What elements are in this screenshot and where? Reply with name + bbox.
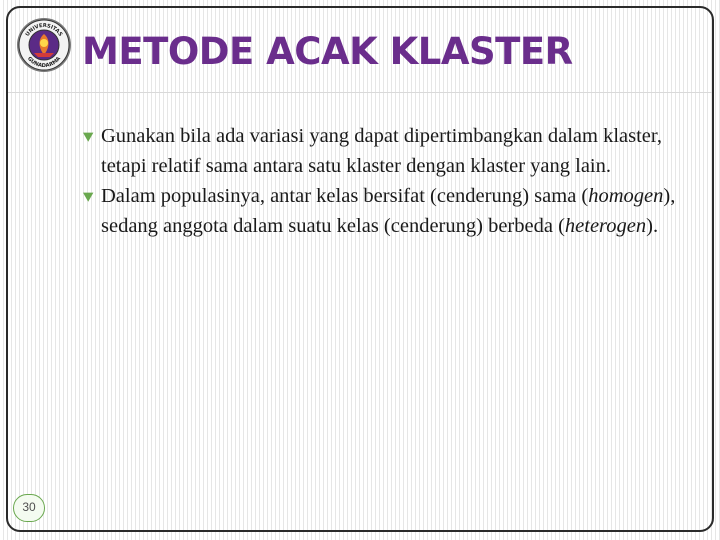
bullet-icon bbox=[83, 130, 96, 143]
bullet-item bbox=[83, 181, 683, 241]
slide-frame bbox=[6, 6, 714, 532]
bullet-text-italic: homogen bbox=[588, 185, 664, 207]
bullet-text: Gunakan bila ada variasi yang dapat dipertimbangkan dalam klaster, tetapi relatif sama antara satu klaster dengan klaster yang lain. bbox=[101, 125, 663, 177]
bullet-text: ), sedang anggota dalam suatu kelas (cenderung) berbeda ( bbox=[101, 185, 676, 237]
bullet-text: Dalam populasinya, antar kelas bersifat (cenderung) sama ( bbox=[101, 185, 589, 207]
logo-text-top: UNIVERSITAS bbox=[24, 22, 64, 38]
slide-number: 30 bbox=[13, 494, 45, 522]
university-seal-icon bbox=[16, 17, 72, 73]
bullet-text: ). bbox=[646, 215, 659, 237]
bullet-item bbox=[83, 121, 683, 181]
slide-title: METODE ACAK KLASTER bbox=[82, 30, 573, 73]
bullet-list bbox=[83, 121, 683, 241]
title-divider bbox=[8, 92, 712, 93]
bullet-text-italic: heterogen bbox=[564, 215, 647, 237]
logo-text-bottom: GUNADARMA bbox=[25, 55, 63, 70]
bullet-icon bbox=[83, 190, 96, 203]
